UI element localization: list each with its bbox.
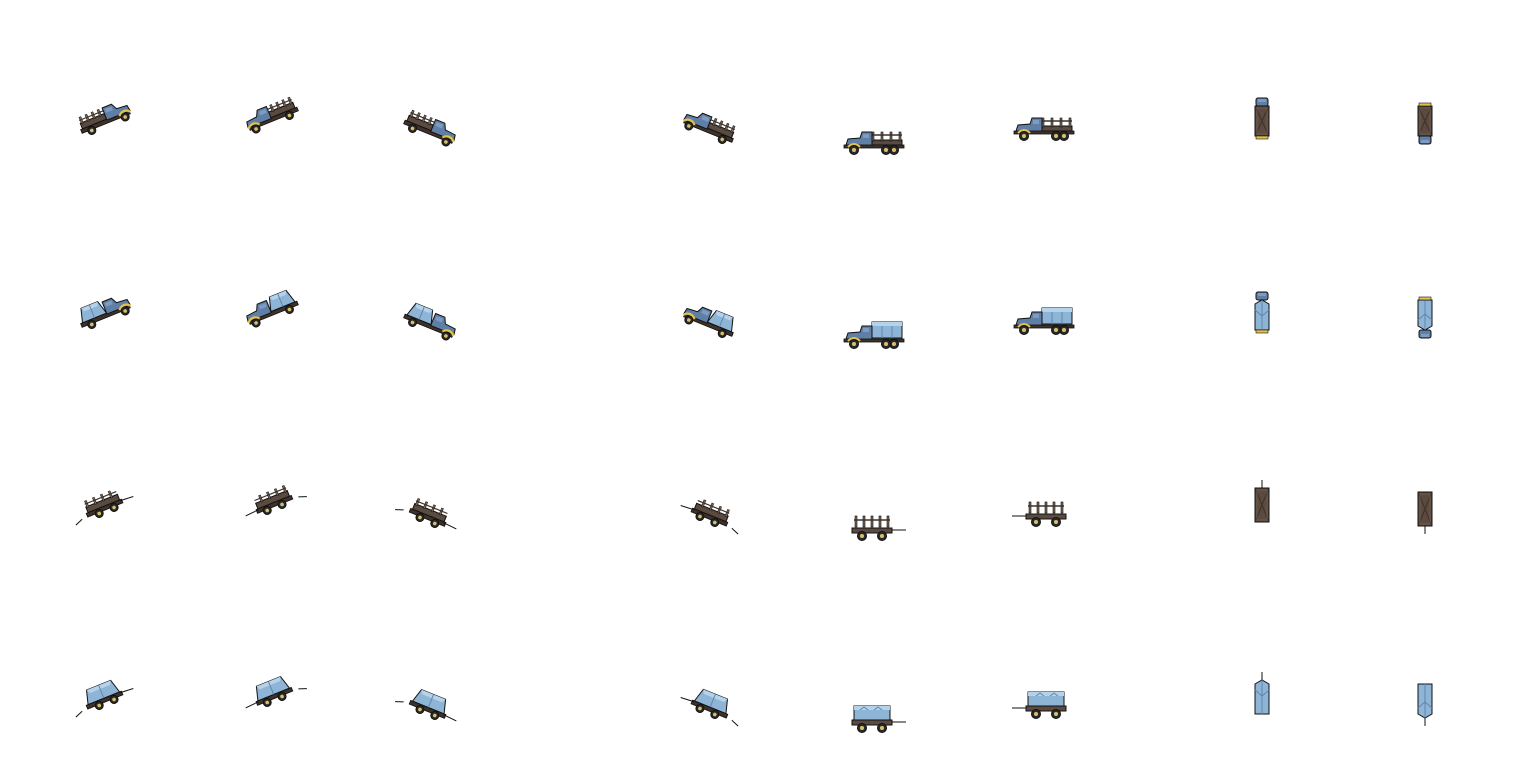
truck-covered-bed-se-sprite (390, 292, 470, 352)
truck-covered-ne-icon (670, 291, 750, 351)
trailer-open-e-icon (1004, 484, 1084, 544)
trailer-covered-e-icon (1004, 676, 1084, 736)
truck-open-e-icon (1004, 98, 1084, 158)
truck-covered-bed-w-sprite (834, 306, 914, 366)
trailer-open-s-icon (1385, 480, 1465, 540)
trailer-open-w-icon (834, 498, 914, 558)
trailer-covered-se-icon (390, 676, 470, 736)
trailer-covered-sw-icon (64, 666, 144, 726)
truck-covered-bed-e-sprite (1004, 292, 1084, 352)
trailer-covered-n-icon (1222, 666, 1302, 726)
trailer-covered-w-icon (834, 690, 914, 750)
trailer-open-bed-n-sprite (1222, 474, 1302, 534)
truck-covered-se-icon (390, 292, 470, 352)
truck-open-se-icon (390, 98, 470, 158)
trailer-open-ne-icon (670, 483, 750, 543)
trailer-covered-bed-w-sprite (834, 690, 914, 750)
trailer-open-sw-icon (64, 474, 144, 534)
trailer-open-bed-w-sprite (834, 498, 914, 558)
trailer-covered-bed-nw-sprite (232, 663, 312, 723)
truck-covered-bed-ne-sprite (670, 291, 750, 351)
trailer-covered-ne-icon (670, 675, 750, 735)
trailer-open-bed-ne-sprite (670, 483, 750, 543)
truck-covered-bed-sw-sprite (64, 282, 144, 342)
truck-open-sw-icon (64, 88, 144, 148)
trailer-open-bed-e-sprite (1004, 484, 1084, 544)
truck-covered-nw-icon (232, 279, 312, 339)
truck-open-n-icon (1222, 88, 1302, 148)
truck-covered-w-icon (834, 306, 914, 366)
truck-covered-bed-s-sprite (1385, 288, 1465, 348)
truck-covered-sw-icon (64, 282, 144, 342)
trailer-covered-bed-se-sprite (390, 676, 470, 736)
trailer-covered-nw-icon (232, 663, 312, 723)
trailer-covered-bed-n-sprite (1222, 666, 1302, 726)
truck-covered-e-icon (1004, 292, 1084, 352)
trailer-open-se-icon (390, 484, 470, 544)
trailer-covered-bed-e-sprite (1004, 676, 1084, 736)
truck-open-bed-w-sprite (834, 112, 914, 172)
truck-open-bed-se-sprite (390, 98, 470, 158)
truck-open-bed-sw-sprite (64, 88, 144, 148)
trailer-open-bed-se-sprite (390, 484, 470, 544)
truck-open-bed-n-sprite (1222, 88, 1302, 148)
trailer-covered-s-icon (1385, 672, 1465, 732)
truck-open-ne-icon (670, 97, 750, 157)
trailer-open-bed-nw-sprite (232, 471, 312, 531)
trailer-covered-bed-ne-sprite (670, 675, 750, 735)
trailer-covered-bed-s-sprite (1385, 672, 1465, 732)
trailer-open-bed-sw-sprite (64, 474, 144, 534)
truck-open-bed-s-sprite (1385, 94, 1465, 154)
truck-open-bed-ne-sprite (670, 97, 750, 157)
trailer-covered-bed-sw-sprite (64, 666, 144, 726)
truck-open-s-icon (1385, 94, 1465, 154)
truck-open-nw-icon (232, 85, 312, 145)
truck-open-w-icon (834, 112, 914, 172)
truck-covered-bed-nw-sprite (232, 279, 312, 339)
truck-covered-s-icon (1385, 288, 1465, 348)
trailer-open-bed-s-sprite (1385, 480, 1465, 540)
truck-open-bed-e-sprite (1004, 98, 1084, 158)
truck-open-bed-nw-sprite (232, 85, 312, 145)
truck-covered-bed-n-sprite (1222, 282, 1302, 342)
trailer-open-n-icon (1222, 474, 1302, 534)
truck-covered-n-icon (1222, 282, 1302, 342)
trailer-open-nw-icon (232, 471, 312, 531)
